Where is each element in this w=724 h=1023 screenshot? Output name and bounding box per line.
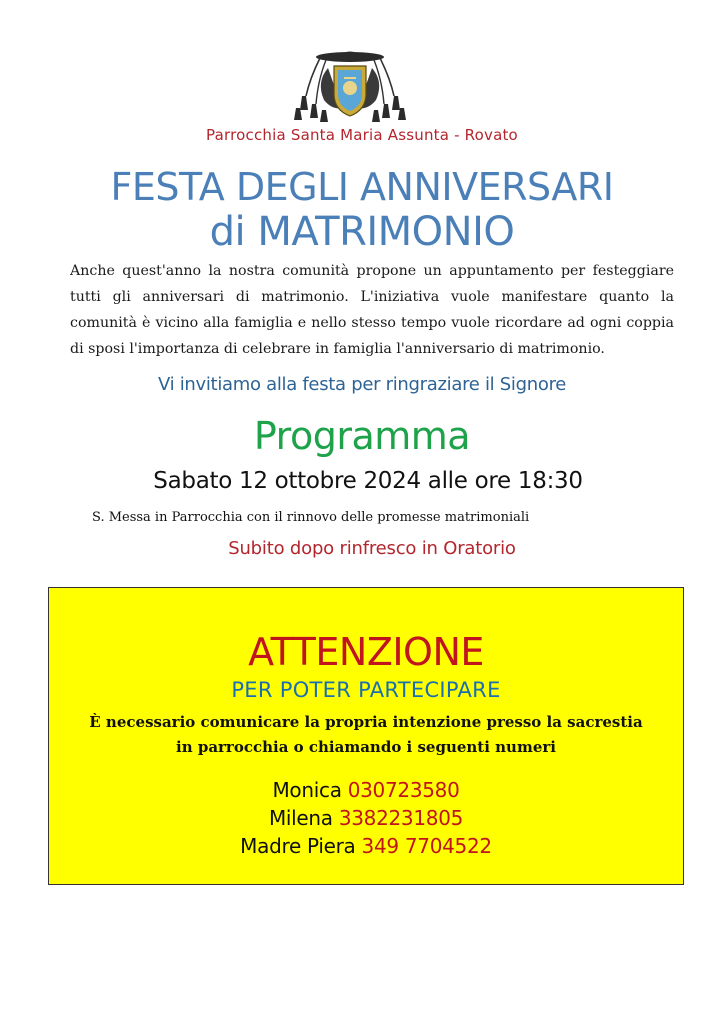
contact-item bbox=[49, 832, 683, 860]
event-title-line-1: FESTA DEGLI ANNIVERSARI bbox=[110, 165, 614, 209]
participation-subheading: PER POTER PARTECIPARE bbox=[231, 678, 501, 702]
contact-phone[interactable]: 349 7704522 bbox=[361, 834, 492, 858]
contact-phone[interactable]: 030723580 bbox=[347, 778, 460, 802]
attention-notice-box bbox=[48, 587, 684, 885]
program-heading: Programma bbox=[253, 414, 471, 458]
event-date-time: Sabato 12 ottobre 2024 alle ore 18:30 bbox=[153, 468, 583, 494]
instructions-line-1: È necessario comunicare la propria intenzione presso la sacrestia bbox=[89, 713, 643, 731]
contact-list bbox=[49, 776, 683, 860]
coat-of-arms-icon bbox=[292, 48, 408, 124]
reception-info: Subito dopo rinfresco in Oratorio bbox=[228, 538, 516, 559]
instructions-line-2: in parrocchia o chiamando i seguenti numeri bbox=[176, 738, 556, 756]
invitation-line: Vi invitiamo alla festa per ringraziare il Signore bbox=[157, 374, 567, 395]
contact-name: Milena bbox=[268, 806, 339, 830]
mass-description: S. Messa in Parrocchia con il rinnovo delle promesse matrimoniali bbox=[92, 510, 530, 525]
contact-phone[interactable]: 3382231805 bbox=[338, 806, 464, 830]
parish-name: Parrocchia Santa Maria Assunta - Rovato bbox=[206, 126, 518, 144]
attention-heading: ATTENZIONE bbox=[248, 630, 484, 674]
intro-paragraph: Anche quest'anno la nostra comunità propone un appuntamento per festeggiare tutti gli anniversari di matrimonio. L'iniziativa vuole manifestare quanto la comunità è vicino alla famiglia e nello stesso tempo vuole ricordare ad ogni coppia di sposi l'importanza di celebrare in famiglia l'anniversario di matrimonio. bbox=[70, 263, 674, 357]
registration-instructions bbox=[49, 710, 683, 760]
contact-item bbox=[49, 776, 683, 804]
event-title-line-2: di MATRIMONIO bbox=[209, 209, 515, 255]
contact-name: Madre Piera bbox=[240, 834, 362, 858]
contact-item bbox=[49, 804, 683, 832]
contact-name: Monica bbox=[272, 778, 348, 802]
